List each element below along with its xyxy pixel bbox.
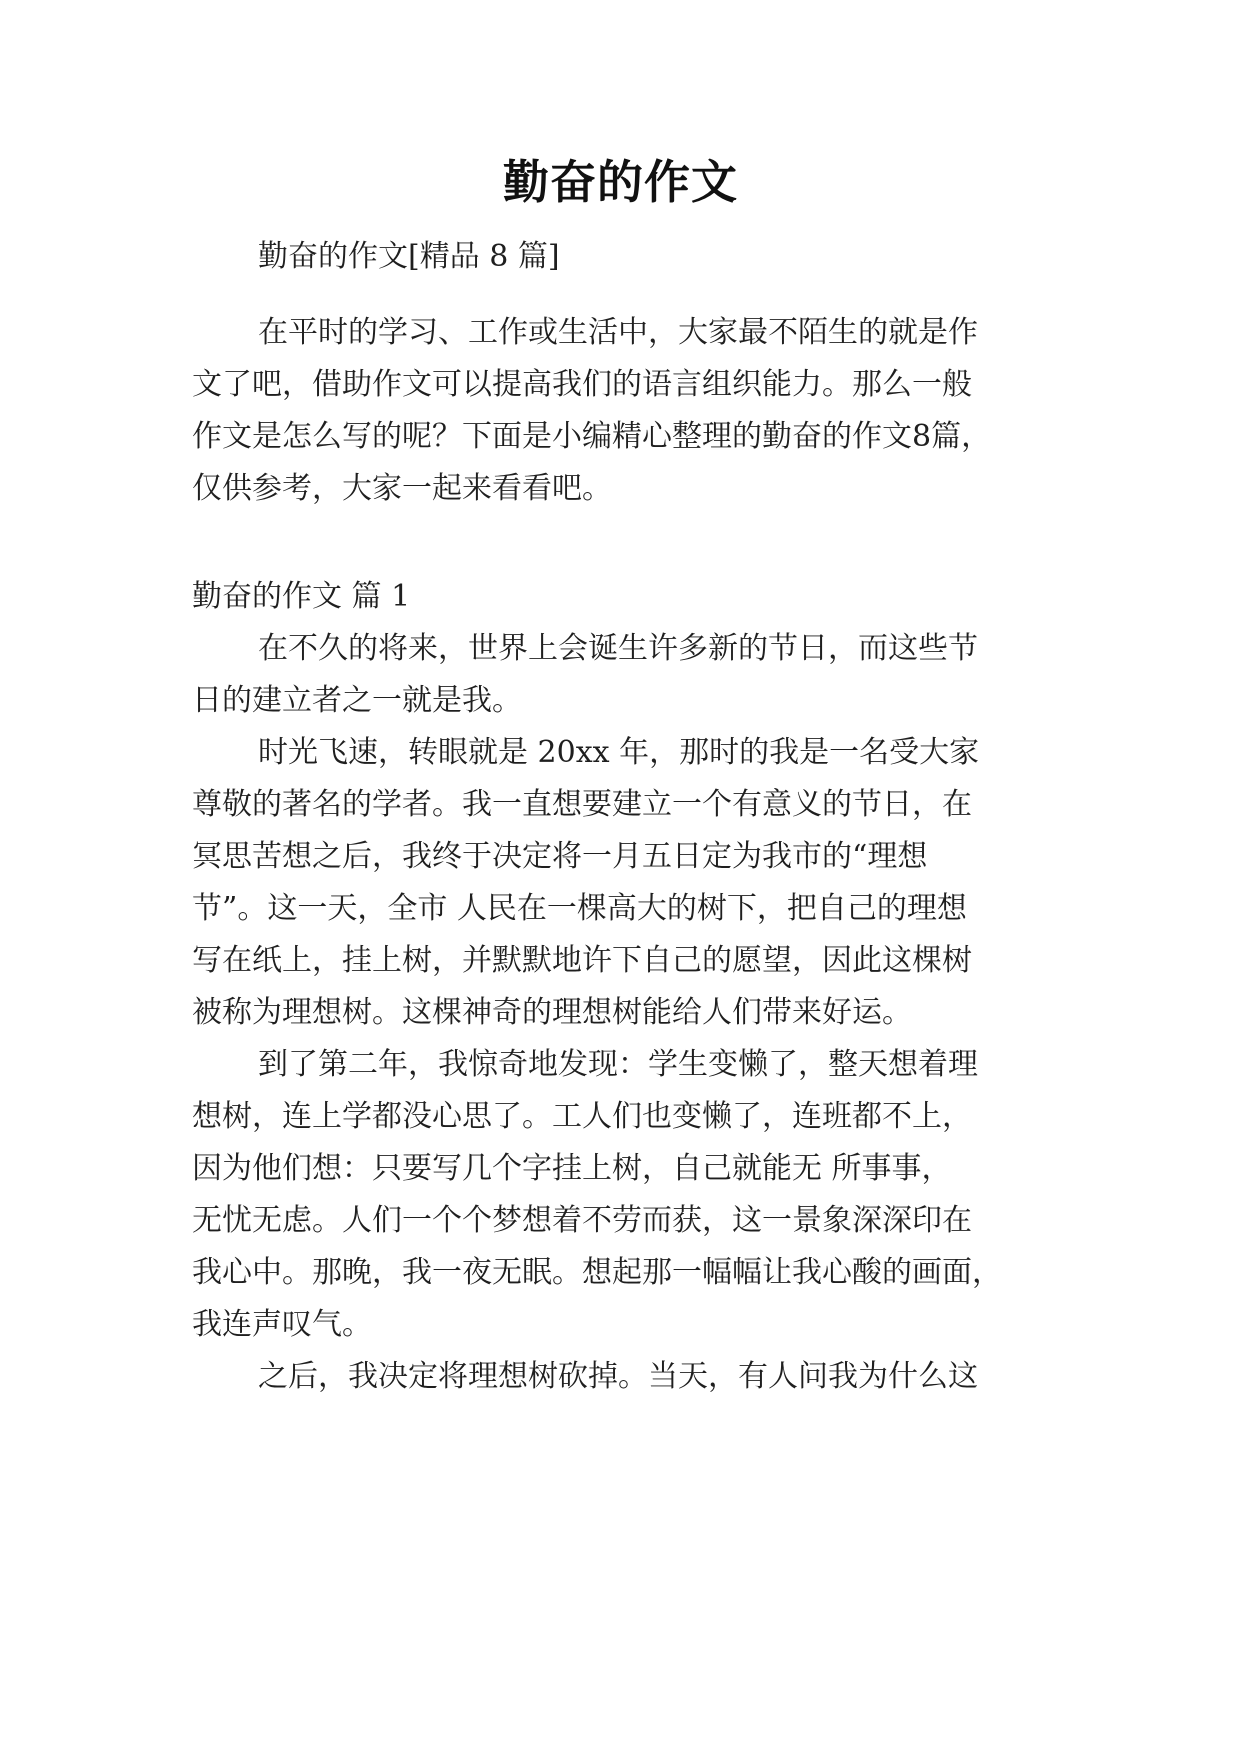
intro-line-4: 仅供参考，大家一起来看看吧。 [192,471,612,506]
body-line: 日的建立者之一就是我。 [192,683,522,718]
intro-line-3: 作文是怎么写的呢？下面是小编精心整理的勤奋的作文8篇， [192,419,992,454]
intro-line-2: 文了吧，借助作文可以提高我们的语言组织能力。那么一般 [192,367,972,402]
body-line: 尊敬的著名的学者。我一直想要建立一个有意义的节日，在 [192,787,972,822]
body-line: 到了第二年，我惊奇地发现：学生变懒了，整天想着理 [258,1047,978,1082]
body-line: 在不久的将来，世界上会诞生许多新的节日，而这些节 [258,631,978,666]
body-line: 冥思苦想之后，我终于决定将一月五日定为我市的“理想 [192,839,928,874]
body-line: 我连声叹气。 [192,1307,372,1342]
body-line: 想树，连上学都没心思了。工人们也变懒了，连班都不上， [192,1099,972,1134]
body-line: 之后，我决定将理想树砍掉。当天，有人问我为什么这 [258,1359,978,1394]
intro-line-1: 在平时的学习、工作或生活中，大家最不陌生的就是作 [258,315,978,350]
body-line: 因为他们想：只要写几个字挂上树，自己就能无 所事事， [192,1151,952,1186]
subtitle-line: 勤奋的作文[精品 8 篇] [258,239,560,274]
section-heading: 勤奋的作文 篇 1 [192,579,411,614]
body-line: 节”。这一天，全市 人民在一棵高大的树下，把自己的理想 [192,891,967,926]
body-line: 我心中。那晚，我一夜无眠。想起那一幅幅让我心酸的画面， [192,1255,1002,1290]
page-title: 勤奋的作文 [503,155,738,209]
body-line: 无忧无虑。人们一个个梦想着不劳而获，这一景象深深印在 [192,1203,972,1238]
body-line: 时光飞速，转眼就是 20xx 年，那时的我是一名受大家 [258,735,980,770]
body-line: 写在纸上，挂上树，并默默地许下自己的愿望，因此这棵树 [192,943,972,978]
body-line: 被称为理想树。这棵神奇的理想树能给人们带来好运。 [192,995,912,1030]
